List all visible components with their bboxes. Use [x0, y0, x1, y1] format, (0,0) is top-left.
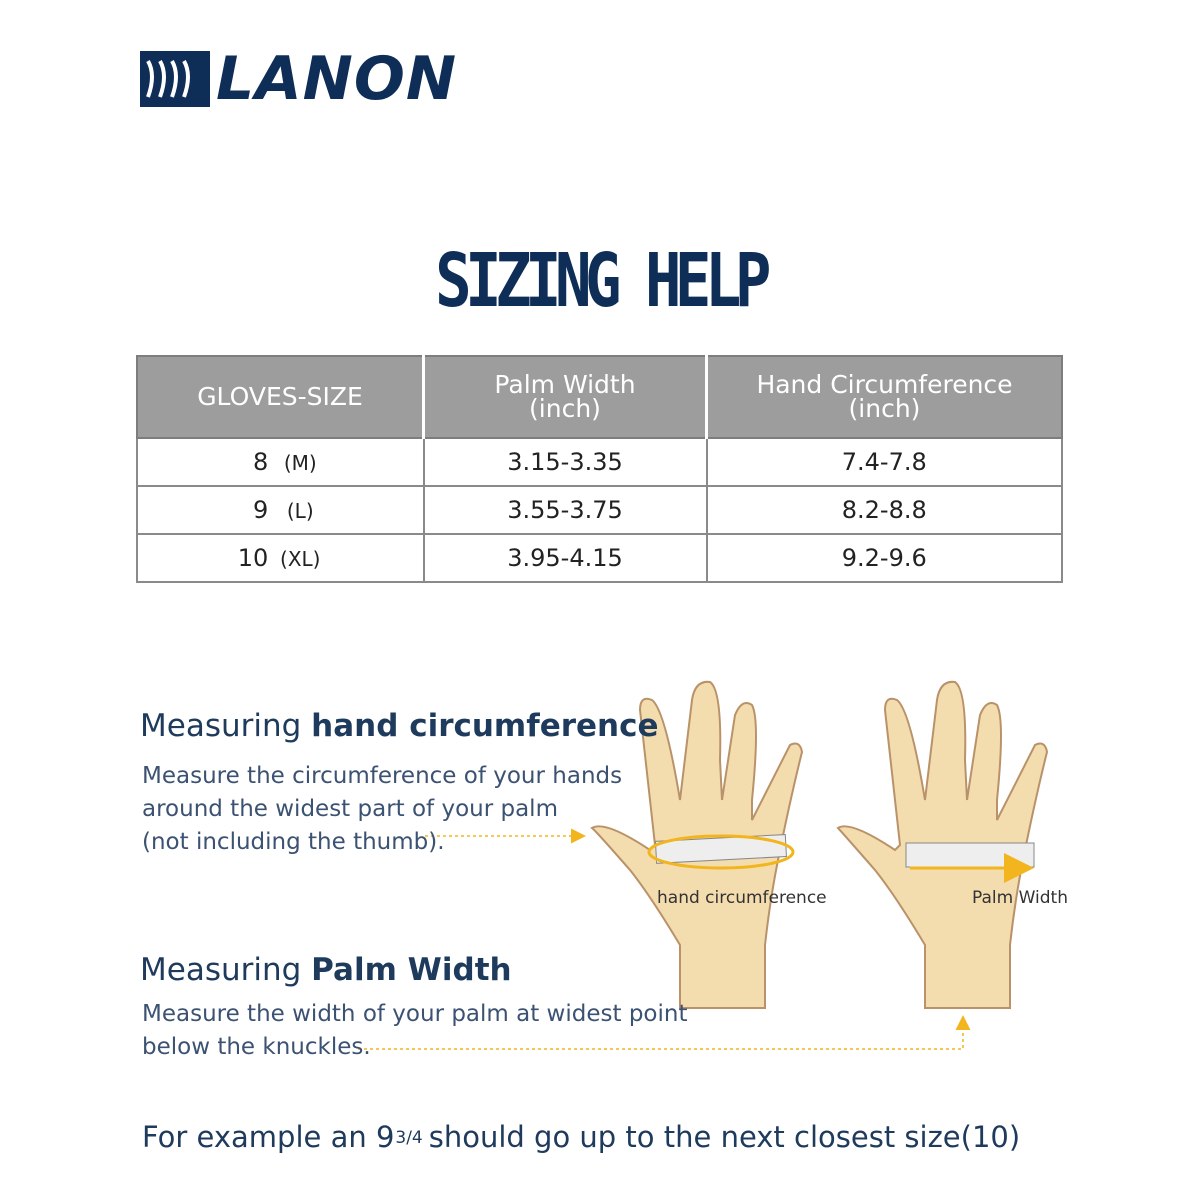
page-title: SIZING HELP — [435, 238, 765, 324]
palm-cell: 3.95-4.15 — [424, 534, 707, 582]
header-gloves-size: GLOVES-SIZE — [137, 356, 424, 438]
circumference-heading: Measuring hand circumference — [140, 708, 659, 744]
header-hand-circumference: Hand Circumference (inch) — [707, 356, 1063, 438]
size-cell: 8 (M) — [137, 438, 424, 486]
circ-cell: 8.2-8.8 — [707, 486, 1063, 534]
palm-heading: Measuring Palm Width — [140, 952, 512, 988]
example-note: For example an 93/4 should go up to the next closest size(10) — [142, 1120, 1021, 1154]
palm-cell: 3.55-3.75 — [424, 486, 707, 534]
palm-width-label: Palm Width — [972, 888, 1068, 908]
palm-instructions: Measure the width of your palm at widest point below the knuckles. — [142, 1001, 688, 1060]
circ-cell: 9.2-9.6 — [707, 534, 1063, 582]
circumference-instructions: Measure the circumference of your hands around the widest part of your palm (not including the thumb). — [142, 763, 623, 855]
size-cell: 10 (XL) — [137, 534, 424, 582]
header-palm-width: Palm Width (inch) — [424, 356, 707, 438]
circumference-label: hand circumference — [657, 888, 827, 908]
brand-name: LANON — [216, 44, 458, 114]
palm-cell: 3.15-3.35 — [424, 438, 707, 486]
right-hand-icon — [838, 682, 1047, 1008]
circ-cell: 7.4-7.8 — [707, 438, 1063, 486]
size-cell: 9 (L) — [137, 486, 424, 534]
